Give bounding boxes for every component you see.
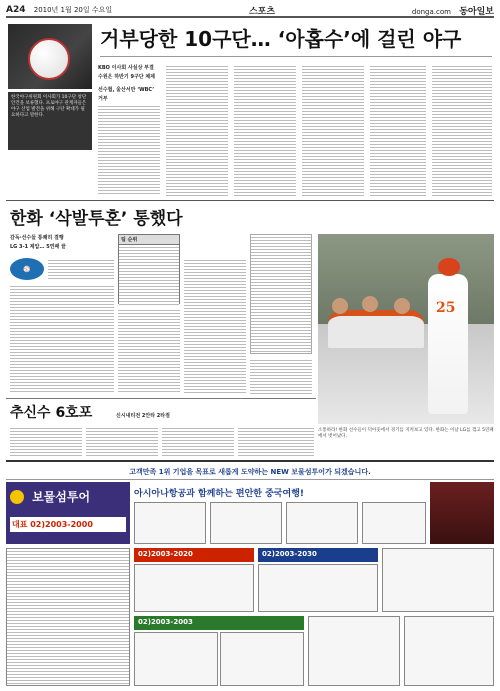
ad-banner-text: 고객만족 1위 기업을 목표로 새롭게 도약하는 NEW 보물섬투어가 되겠습니다. [129, 467, 371, 476]
team-logo [10, 258, 44, 280]
temple-image [430, 482, 494, 544]
section-phone-3: 02)2003-2003 [138, 618, 193, 626]
box-score [250, 234, 312, 354]
ad-grid-a1 [134, 502, 206, 544]
story2-sub1: 감독·선수들 통쾌히 결행 [10, 235, 64, 241]
story1-body-col6 [432, 64, 492, 196]
story3-body-col1 [10, 426, 82, 456]
brand-block [6, 482, 130, 544]
ad-grid-b2 [258, 564, 378, 612]
baseball-icon [28, 38, 70, 80]
standings-table [118, 234, 180, 304]
story1-body-col4 [302, 64, 364, 196]
brand-logo-icon [10, 490, 24, 504]
story1-body-col3 [234, 64, 296, 196]
player-number: 25 [436, 300, 456, 316]
story3-headline: 추신수 6호포 [10, 405, 93, 421]
story3-body-col2 [86, 426, 158, 456]
paper-name: 동아일보 [459, 6, 494, 17]
section-label: 스포츠 [248, 6, 276, 17]
baseball-photo [8, 24, 92, 89]
story2-headline: 한화 ‘삭발투혼’ 통했다 [10, 209, 183, 229]
story1-headline: 거부당한 10구단… ‘아홉수’에 걸린 야구 [100, 27, 462, 51]
photo-caption [318, 428, 494, 440]
ad-grid-a2 [210, 502, 282, 544]
section-phone-2: 02)2003-2030 [262, 550, 317, 558]
ad-grid-c4 [404, 616, 494, 686]
ad-grid-a4 [362, 502, 426, 544]
story2-body-col1 [48, 258, 114, 280]
ad-grid-b1 [134, 564, 254, 612]
ad-grid-b3 [382, 548, 494, 612]
story1-sub1: KBO 이사회 사실상 부결 [98, 65, 154, 71]
story2-body-col1b [10, 284, 114, 394]
ad-section-1 [134, 548, 254, 562]
story1-sub2: 수원은 하반기 9구단 체제 [98, 74, 156, 80]
brand-name: 보물섬투어 [32, 490, 91, 504]
story2-body-col4 [250, 358, 312, 394]
story2-sub2: LG 3-1 제압… 5연패 끝 [10, 244, 66, 250]
logo-icon: ⚾ [23, 265, 31, 273]
ad-left-column [6, 548, 130, 686]
story1-sub3: 선수협, 울산서만 ‘WBC’ 거부 [98, 87, 155, 102]
story1-body-col2 [166, 64, 228, 196]
page-number: A24 [6, 5, 26, 15]
site-label: donga.com [411, 7, 451, 16]
issue-date: 2010년 1월 20일 수요일 [33, 6, 113, 14]
story1-caption-box [8, 92, 92, 150]
ad-banner [6, 464, 494, 480]
ad-section-2 [258, 548, 378, 562]
story3-body-col3 [162, 426, 234, 456]
story2-caption: 소통하라! 한화 선수들이 덕아웃에서 경기를 지켜보고 있다. 한화는 이날 LG를 꺾고 5연패에서 벗어났다. [318, 428, 494, 439]
ad-grid-c3 [308, 616, 400, 686]
ad-grid-c2 [220, 632, 304, 686]
story3-body-col4 [238, 426, 314, 456]
story1-body-col5 [370, 64, 426, 196]
section-phone-1: 02)2003-2020 [138, 550, 193, 558]
china-slogan: 아시아나항공과 함께하는 편안한 중국여행! [134, 489, 304, 499]
story1-body-col1 [98, 104, 160, 196]
player-standing [428, 274, 468, 414]
page-header [6, 4, 494, 18]
story1-caption: 한국야구위원회 이사회가 10구단 창단 안건을 보류했다. 프로야구 관계자들은 야구 산업 발전을 위해 구단 확대가 필요하다고 말한다. [11, 95, 87, 118]
story3-sub: 신시내티전 2안타 2타점 [116, 413, 170, 419]
story2-body-col3 [184, 258, 246, 394]
brand-phone: 대표 02)2003-2000 [10, 517, 126, 532]
story2-subheads [10, 234, 110, 252]
ad-grid-a3 [286, 502, 358, 544]
standings-title: 팀 순위 [119, 235, 179, 245]
dugout-photo [318, 234, 494, 424]
ad-section-3 [134, 616, 304, 630]
story2-body-col2 [118, 308, 180, 394]
ad-grid-c1 [134, 632, 218, 686]
